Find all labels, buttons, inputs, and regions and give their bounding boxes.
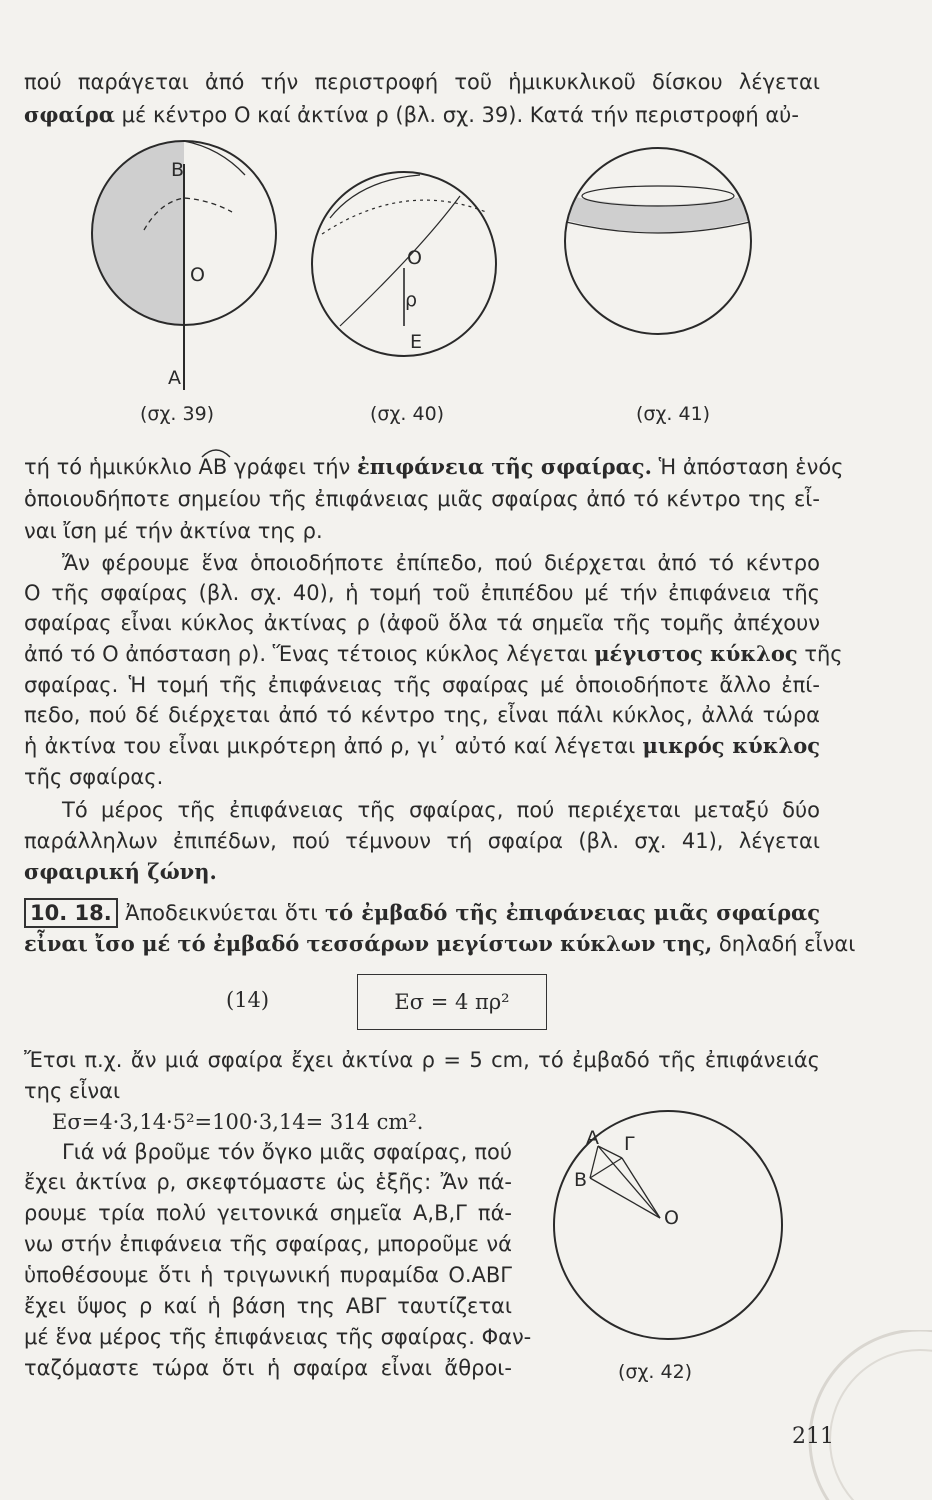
- label-A: A: [168, 367, 181, 389]
- caption-fig39: (σχ. 39): [140, 403, 215, 425]
- text-span: ἡ ἀκτίνα του εἶναι μικρότερη ἀπό ρ, γι᾽ αὐτό καί λέγεται: [24, 734, 643, 758]
- text-line: σφαίρας εἶναι κύκλος ἀκτίνας ρ (ἀφοῦ ὅλα τά σημεῖα τῆς τομῆς ἀπέχουν: [24, 611, 820, 635]
- text-line: ρουμε τρία πολύ γειτονικά σημεῖα Α,Β,Γ πά-: [24, 1201, 512, 1225]
- text-line: ὁποιουδήποτε σημείου τῆς ἐπιφάνειας μιᾶς σφαίρας ἀπό τό κέντρο της εἶ-: [24, 487, 820, 511]
- label-O: O: [664, 1207, 679, 1229]
- text-line: Ο τῆς σφαίρας (βλ. σχ. 40), ἡ τομή τοῦ ἐπιπέδου μέ τήν ἐπιφάνεια τῆς: [24, 581, 820, 605]
- edge-B-O: [590, 1178, 660, 1218]
- text-line: [24, 100, 820, 130]
- label-E: E: [410, 331, 423, 353]
- label-G: Γ: [624, 1133, 635, 1155]
- text-line: πού παράγεται ἀπό τήν περιστροφή τοῦ ἡμικυκλικοῦ δίσκου λέγεται: [24, 70, 820, 94]
- text-line: Ἄν φέρουμε ἕνα ὁποιοδήποτε ἐπίπεδο, πού διέρχεται ἀπό τό κέντρο: [62, 551, 820, 575]
- text-line: νω στήν ἐπιφάνεια τῆς σφαίρας, μποροῦμε νά: [24, 1232, 512, 1256]
- term-spherical-zone: σφαιρική ζώνη.: [24, 859, 217, 884]
- text-line: Τό μέρος τῆς ἐπιφάνειας τῆς σφαίρας, πού περιέχεται μεταξύ δύο: [62, 798, 820, 822]
- caption-fig40: (σχ. 40): [370, 403, 445, 425]
- text-span: τῆς: [797, 642, 843, 666]
- text-line: [24, 857, 820, 887]
- formula: Eσ = 4 πρ²: [394, 990, 510, 1014]
- text-line: ταζόμαστε τώρα ὅτι ἡ σφαίρα εἶναι ἄθροι-: [24, 1356, 512, 1380]
- text-span: δηλαδή εἶναι: [712, 932, 856, 956]
- text-line: της εἶναι: [24, 1079, 121, 1103]
- theorem-text: τό ἐμβαδό τῆς ἐπιφάνειας μιᾶς σφαίρας: [324, 900, 820, 925]
- text-span: Ἀποδεικνύεται ὅτι: [117, 901, 325, 925]
- label-rho: ρ: [405, 289, 418, 311]
- term-surface: ἐπιφάνεια τῆς σφαίρας.: [356, 454, 652, 479]
- dashed-circle-back: [322, 200, 486, 234]
- page-number: 211: [792, 1424, 834, 1449]
- great-circle-arc: [330, 175, 420, 218]
- text-line: παράλληλων ἐπιπέδων, πού τέμνουν τή σφαίρα (βλ. σχ. 41), λέγεται: [24, 829, 820, 853]
- text-line: ἔχει ὕψος ρ καί ἡ βάση της ΑΒΓ ταυτίζεται: [24, 1294, 512, 1318]
- figure-40-great-circle: [312, 172, 496, 425]
- example-calculation: Eσ=4·3,14·5²=100·3,14= 314 cm².: [52, 1110, 424, 1134]
- arc-mark: [199, 446, 233, 458]
- label-O: O: [190, 264, 205, 286]
- term-sphere: σφαίρα: [24, 102, 115, 127]
- label-O: O: [407, 247, 422, 269]
- label-B: B: [574, 1169, 588, 1191]
- arc-AB: [199, 452, 228, 482]
- text-line: Ἔτσι π.χ. ἄν μιά σφαίρα ἔχει ἀκτίνα ρ = 5 cm, τό ἐμβαδό τῆς ἐπιφάνειάς: [24, 1048, 820, 1072]
- term-great-circle: μέγιστος κύκλος: [594, 641, 798, 666]
- great-circle-front: [340, 196, 460, 326]
- caption-fig41: (σχ. 41): [636, 403, 711, 425]
- figure-39-hemisphere: [92, 141, 276, 425]
- figures-39-41: [0, 140, 932, 440]
- theorem-text: εἶναι ἴσο μέ τό ἐμβαδό τεσσάρων μεγίστων κύκλων της,: [24, 931, 713, 956]
- text-line: ναι ἴση μέ τήν ἀκτίνα της ρ.: [24, 519, 323, 543]
- equation-number: (14): [226, 988, 270, 1012]
- sphere-outline: [565, 148, 751, 334]
- label-B: B: [171, 159, 185, 181]
- text-line: πεδο, πού δέ διέρχεται ἀπό τό κέντρο της, εἶναι πάλι κύκλος, ἀλλά τώρα: [24, 703, 820, 727]
- arc-label: AB: [198, 455, 228, 479]
- edge-A-O: [598, 1146, 660, 1218]
- text-line: ὑποθέσουμε ὅτι ἡ τριγωνική πυραμίδα Ο.ΑΒΓ: [24, 1263, 512, 1287]
- upper-plane-circle: [582, 186, 734, 206]
- figure-41-spherical-zone: [565, 148, 751, 425]
- text-line: Γιά νά βροῦμε τόν ὄγκο μιᾶς σφαίρας, πού: [62, 1140, 512, 1164]
- text-line: τῆς σφαίρας.: [24, 765, 164, 789]
- caption-fig42: (σχ. 42): [618, 1361, 693, 1383]
- library-stamp: [760, 1330, 932, 1500]
- text-span: ἀπό τό Ο ἀπόσταση ρ). Ἕνας τέτοιος κύκλος λέγεται: [24, 642, 595, 666]
- formula-box: [357, 974, 547, 1030]
- label-A: A: [586, 1127, 599, 1149]
- section-number: 10. 18.: [24, 898, 118, 928]
- text-line: [24, 452, 844, 482]
- edge-A-G: [598, 1146, 622, 1158]
- edge-G-O: [622, 1158, 660, 1218]
- term-small-circle: μικρός κύκλος: [642, 733, 820, 758]
- text-span: γράφει τήν: [227, 455, 357, 479]
- text-span: Ἡ ἀπόσταση ἑνός: [651, 455, 844, 479]
- text-line: [24, 898, 820, 928]
- text-line: σφαίρας. Ἡ τομή τῆς ἐπιφάνειας τῆς σφαίρας μέ ὁποιοδήποτε ἄλλο ἐπί-: [24, 673, 820, 697]
- sphere-outline: [312, 172, 496, 356]
- text-line: ἔχει ἀκτίνα ρ, σκεφτόμαστε ὡς ἑξῆς: Ἄν πά-: [24, 1170, 512, 1194]
- text-line: μέ ἕνα μέρος τῆς ἐπιφάνειας τῆς σφαίρας. Φαν-: [24, 1325, 532, 1349]
- text-span: μέ κέντρο Ο καί ἀκτίνα ρ (βλ. σχ. 39). Κατά τήν περιστροφή αὐ-: [114, 103, 799, 127]
- text-span: τή τό ἡμικύκλιο: [24, 455, 199, 479]
- text-line: [24, 731, 820, 761]
- text-line: [24, 929, 856, 959]
- text-line: [24, 639, 843, 669]
